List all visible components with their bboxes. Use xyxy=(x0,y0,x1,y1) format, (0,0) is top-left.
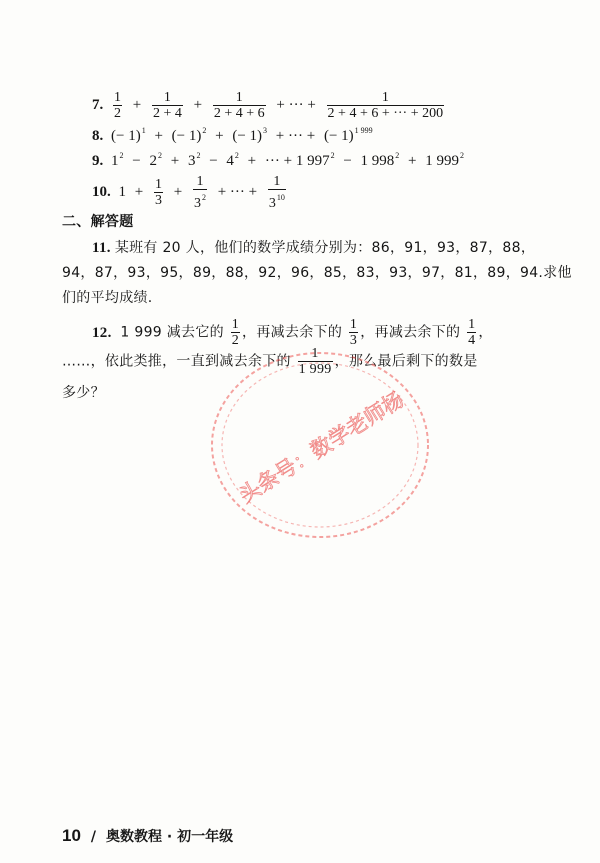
question-12-number: 12. xyxy=(92,324,112,341)
problem-10: 10. 1 + $\frac{1}{3}$ + $\frac{1}{3^2}$ + ··· + $\frac{1}{3^{10}}$ xyxy=(92,174,285,211)
question-11-number: 11. xyxy=(92,240,111,256)
question-12-line-3: 多少？ xyxy=(62,385,105,401)
footer-separator: / xyxy=(90,829,97,845)
fraction-1-over-3-to-10: $\frac{1}{3^{10}}$ xyxy=(268,174,285,211)
problem-8: 8. (− 1)$^1$ + (− 1)$^2$ + (− 1)$^3$ + ··· + (− 1)$^{1 999}$ xyxy=(92,126,373,144)
fraction-1-over-3: $\frac{1}{3}$ xyxy=(154,177,162,208)
fraction-1-over-3: $\frac{1}{3}$ xyxy=(349,317,358,348)
problem-9-number: 9. xyxy=(92,153,104,169)
fraction-1-over-1999: $\frac{1}{1 999}$ xyxy=(298,346,332,377)
question-11-line-1: 11. 某班有 20 人，他们的数学成绩分别为：86，91，93，87，88， xyxy=(92,240,536,256)
book-title: 奥数教程 · 初一年级 xyxy=(106,829,234,845)
fraction-1-over-4: $\frac{1}{4}$ xyxy=(468,317,476,348)
question-12-line-2: ……，依此类推，一直到减去余下的 $\frac{1}{1 999}$ ，那么最后剩下的数是 xyxy=(62,346,478,377)
watermark-text: 头条号：数学老师杨 xyxy=(235,387,409,508)
problem-8-number: 8. xyxy=(92,128,104,144)
question-11-line-2: 94，87，93，95，89，88，92，96，85，83，93，97，81，89，94.求他 xyxy=(62,265,572,281)
fraction-1-over-2: $\frac{1}{2}$ xyxy=(231,317,240,348)
problem-7-number: 7. xyxy=(92,96,104,113)
problem-10-number: 10. xyxy=(92,183,111,200)
fraction-1-over-2-plus-4-plus-6: $\frac{1}{2 + 4 + 6}$ xyxy=(213,90,265,121)
fraction-1-over-sum-to-200: $\frac{1}{2 + 4 + 6 + \cdot\cdot\cdot + 200}$ xyxy=(327,90,444,121)
fraction-1-over-2: $\frac{1}{2}$ xyxy=(114,90,121,121)
fraction-1-over-2-plus-4: $\frac{1}{2 + 4}$ xyxy=(152,90,182,121)
problem-9: 9. $1^2 - 2^2 + 3^2 - 4^2$ + ··· + 1 $997^2 - 1$ $998^2 + 1$ $999^2$ xyxy=(92,151,465,169)
section-heading: 二、解答题 xyxy=(62,214,134,230)
fraction-1-over-3-squared: $\frac{1}{3^2}$ xyxy=(193,174,206,211)
question-12-line-1: 12. 1 999 减去它的 $\frac{1}{2}$ ，再减去余下的 $\frac{1}{3}$ ，再减去余下的 $\frac{1}{4}$ ， xyxy=(92,317,493,348)
problem-7: 7. $\frac{1}{2}$ + $\frac{1}{2 + 4}$ + $\frac{1}{2 + 4 + 6}$ + ··· + $\frac{1}{2 + 4 + 6 + \cdot\cdot\cdot + 200}$ xyxy=(92,90,444,121)
page-number: 10 xyxy=(62,826,81,845)
question-11-line-3: 们的平均成绩. xyxy=(62,290,153,306)
page-footer xyxy=(62,826,233,846)
